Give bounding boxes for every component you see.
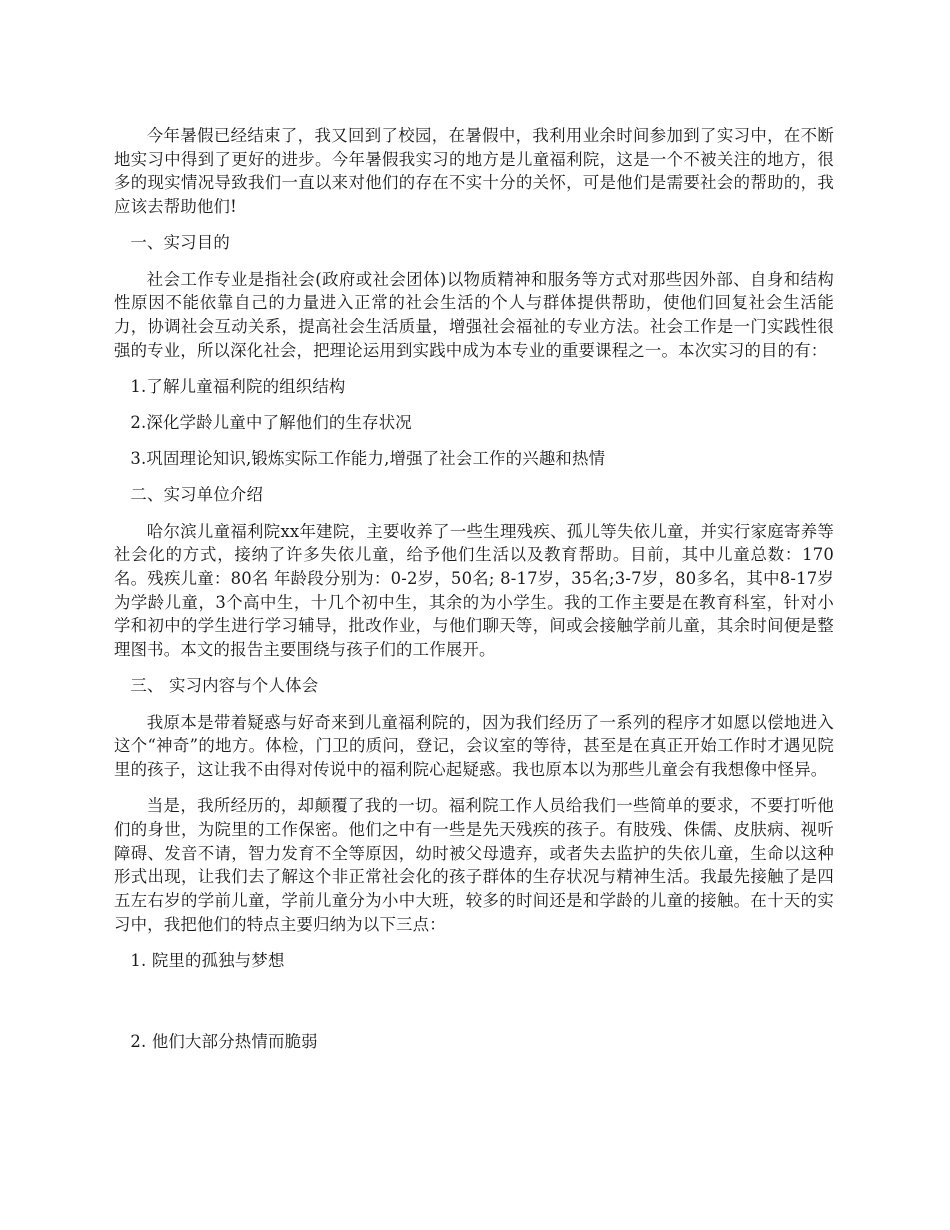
intro-paragraph: 今年暑假已经结束了，我又回到了校园，在暑假中，我利用业余时间参加到了实习中，在不断地实习中得到了更好的进步。今年暑假我实习的地方是儿童福利院，这是一个不被关注的地方，很多的现实情况导致我们一直以来对他们的存在不实十分的关怀，可是他们是需要社会的帮助的，我应该去帮助他们!	[114, 126, 834, 217]
blank-gap	[114, 985, 834, 1030]
unit-paragraph: 哈尔滨儿童福利院xx年建院，主要收养了一些生理残疾、孤儿等失依儿童，并实行家庭寄养等社会化的方式，接纳了许多失依儿童，给予他们生活以及教育帮助。目前，其中儿童总数：170名。残疾儿童：80名 年龄段分别为：0-2岁，50名; 8-17岁，35名;3-7岁，80多名，其中8-17岁为学龄儿童，3个高中生，十几个初中生，其余的为小学生。我的工作主要是在教育科室，针对小学和初中的学生进行学习辅导，批改作业，与他们聊天等，间或会接触学前儿童，其余时间便是整理图书。本文的报告主要围绕与孩子们的工作展开。	[114, 521, 834, 660]
content-paragraph-1: 我原本是带着疑惑与好奇来到儿童福利院的，因为我们经历了一系列的程序才如愿以偿地进入这个“神奇”的地方。体检，门卫的质问，登记，会议室的等待，甚至是在真正开始工作时才遇见院里的孩子，这让我不由得对传说中的福利院心起疑惑。我也原本以为那些儿童会有我想像中怪异。	[114, 712, 834, 779]
section-heading-unit: 二、实习单位介绍	[130, 485, 264, 505]
document-page	[114, 124, 834, 1066]
purpose-paragraph: 社会工作专业是指社会(政府或社会团体)以物质精神和服务等方式对那些因外部、自身和结构性原因不能依靠自己的力量进入正常的社会生活的个人与群体提供帮助，使他们回复社会生活能力，协调社会互动关系，提高社会生活质量，增强社会福祉的专业方法。社会工作是一门实践性很强的专业，所以深化社会，把理论运用到实践中成为本专业的重要课程之一。本次实习的目的有：	[114, 269, 834, 360]
goal-item-3: 3.巩固理论知识,锻炼实际工作能力,增强了社会工作的兴趣和热情	[130, 449, 606, 469]
goal-item-2: 2.深化学龄儿童中了解他们的生存状况	[130, 413, 412, 433]
point-item-2: 2. 他们大部分热情而脆弱	[130, 1032, 318, 1052]
point-item-1: 1. 院里的孤独与梦想	[130, 950, 285, 970]
section-heading-purpose: 一、实习目的	[130, 233, 230, 253]
section-heading-content: 三、 实习内容与个人体会	[130, 676, 319, 696]
content-paragraph-2: 当是，我所经历的，却颠覆了我的一切。福利院工作人员给我们一些简单的要求，不要打听他们的身世，为院里的工作保密。他们之中有一些是先天残疾的孩子。有肢残、侏儒、皮肤病、视听障碍、发音不请，智力发育不全等原因，幼时被父母遗弃，或者失去监护的失依儿童，生命以这种形式出现，让我们去了解这个非正常社会化的孩子群体的生存状况与精神生活。我最先接触了是四五左右岁的学前儿童，学前儿童分为小中大班，较多的时间还是和学龄的儿童的接触。在十天的实习中，我把他们的特点主要归纳为以下三点：	[114, 796, 834, 934]
goal-item-1: 1.了解儿童福利院的组织结构	[130, 376, 346, 396]
